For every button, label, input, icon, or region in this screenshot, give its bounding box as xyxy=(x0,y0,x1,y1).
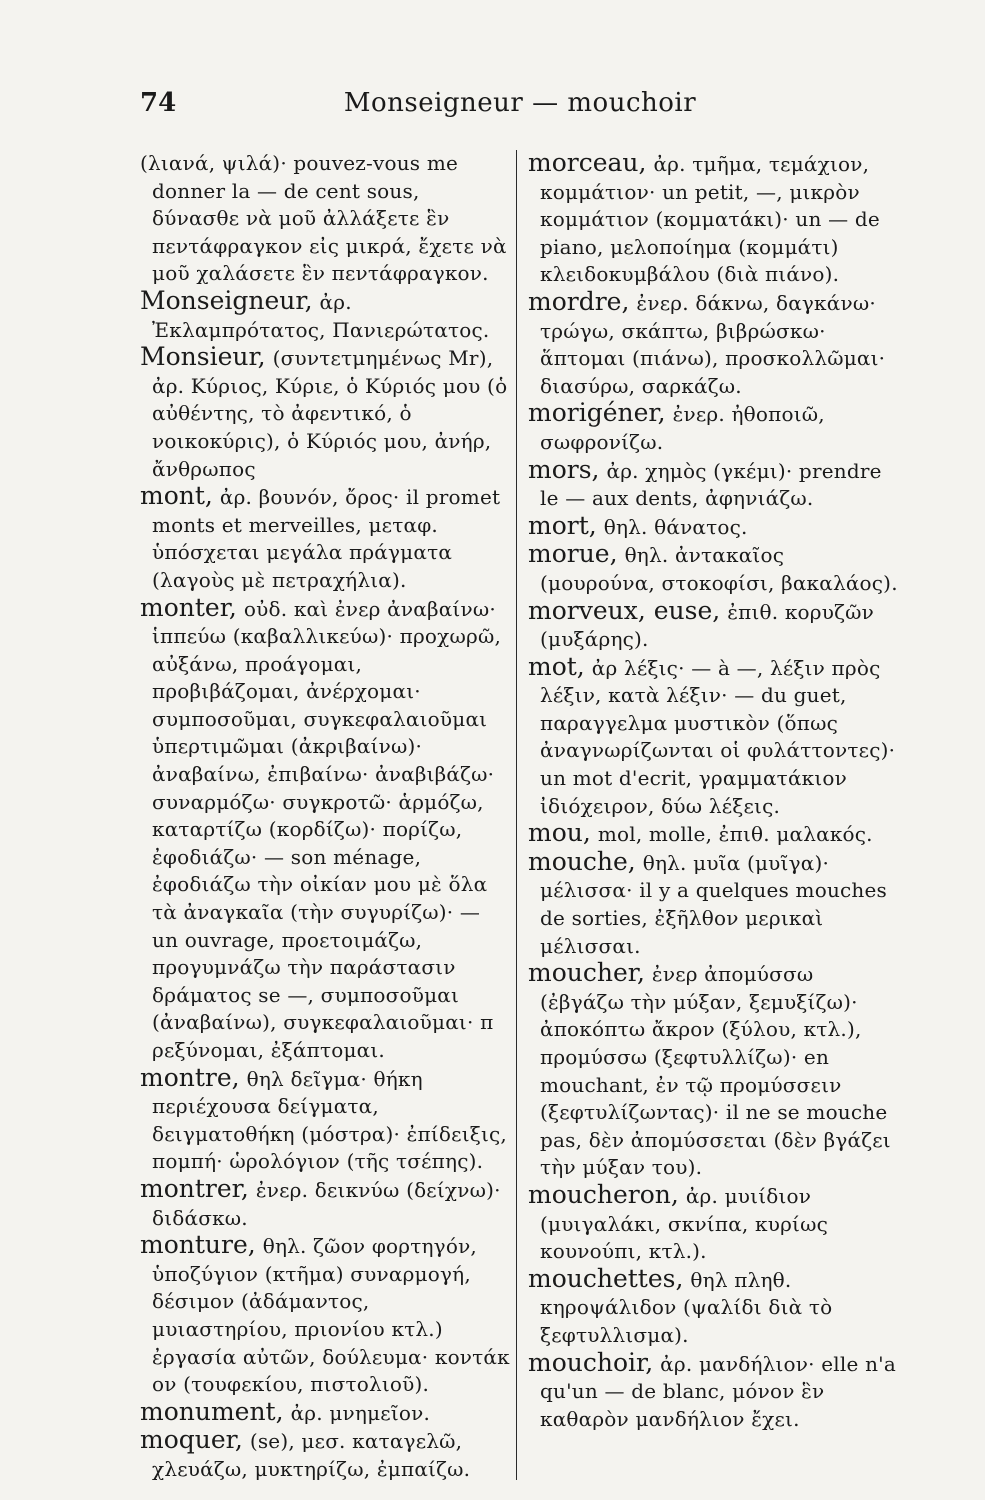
entry-text: (λιανά, ψιλά)· pouvez-vous me donner la — de cent sous, δύνασθε νὰ μοῦ ἀλλάξετε ἓν πεντάφραγκον εἰς μικρά, ἔχετε νὰ μοῦ χαλάσετε ἓν πεντάφραγκον. xyxy=(140,151,507,286)
dictionary-entry xyxy=(528,846,898,960)
dictionary-entry xyxy=(528,651,898,821)
entry-headword: monument, xyxy=(140,1396,284,1426)
entry-text: θηλ. ζῶον φορτηγόν, ὑποζύγιον (κτῆμα) συναρμογή, δέσιμον (ἀδάμαντος, μυιαστηρίου, πριονίου κτλ.) ἐργασία αὐτῶν, δούλευμα· κοντάκ ον (τουφεκίου, πιστολιοῦ). xyxy=(152,1234,510,1397)
entry-headword: monture, xyxy=(140,1230,256,1260)
page-number: 74 xyxy=(140,88,177,118)
entry-headword: mou, xyxy=(528,818,591,848)
dictionary-entry xyxy=(140,150,510,288)
entry-headword: mors, xyxy=(528,454,600,484)
entry-headword: montrer, xyxy=(140,1173,249,1203)
dictionary-entry xyxy=(528,541,898,597)
entry-headword: morveux, euse, xyxy=(528,595,721,625)
entry-text: ἐπιθ. κορυζῶν (μυξάρης). xyxy=(540,599,875,652)
entry-headword: mot, xyxy=(528,651,585,681)
entry-text: θηλ δεῖγμα· θήκη περιέχουσα δείγματα, δειγματοθήκη (μόστρα)· ἐπίδειξις, πομπή· ὡρολόγιον (τῆς τσέπης). xyxy=(152,1066,507,1174)
dictionary-entry xyxy=(528,510,898,542)
entry-headword: montre, xyxy=(140,1062,240,1092)
entry-text: (se), μεσ. καταγελῶ, χλευάζω, μυκτηρίζω, ἐμπαίζω. xyxy=(152,1429,471,1481)
dictionary-entry xyxy=(528,454,898,513)
dictionary-entry xyxy=(528,1347,898,1434)
entry-text: θηλ. θάνατος. xyxy=(603,514,748,539)
entry-text: θηλ. ἀντακαῖος (μουρούνα, στοκοφίσι, βακαλάος). xyxy=(540,543,898,595)
dictionary-entry xyxy=(528,595,898,654)
entry-headword: morigéner, xyxy=(528,398,666,428)
entry-text: ἐνερ. δάκνω, δαγκάνω· τρώγω, σκάπτω, βιβρώσκω· ἅπτομαι (πιάνω), προσκολλῶμαι· διασύρω, σαρκάζω. xyxy=(540,290,886,398)
entry-text: ἀρ. τμῆμα, τεμάχιον, κομμάτιον· un petit, —, μικρὸν κομμάτιον (κομματάκι)· un — de piano, μελοποίημα (κομμάτι) κλειδοκυμβάλου (διὰ πιάνο). xyxy=(540,152,880,287)
entry-text: ἀρ. μανδήλιον· elle n'a qu'un — de blanc, μόνον ἓν καθαρὸν μανδήλιον ἔχει. xyxy=(540,1351,896,1431)
dictionary-entry xyxy=(528,400,898,456)
dictionary-entry xyxy=(140,1396,510,1428)
dictionary-entry xyxy=(140,1173,510,1232)
entry-text: ἐνερ. δεικνύω (δείχνω)· διδάσκω. xyxy=(152,1177,501,1230)
dictionary-entry xyxy=(528,960,898,1182)
dictionary-entry xyxy=(140,483,510,594)
dictionary-entry xyxy=(140,1232,510,1399)
entry-text: θηλ. μυῖα (μυῖγα)· μέλισσα· il y a quelques mouches de sorties, ἐξῆλθον μερικαὶ μέλισσαι. xyxy=(540,850,888,958)
dictionary-entry xyxy=(140,344,510,483)
entry-text: οὐδ. καὶ ἐνερ ἀναβαίνω· ἱππεύω (καβαλλικεύω)· προχωρῶ, αὐξάνω, προάγομαι, προβιβάζομαι, ἀνέρχομαι· συμποσοῦμαι, συγκεφαλαιοῦμαι ὑπερτιμῶμαι (ἀκριβαίνω)· ἀναβαίνω, ἐπιβαίνω· ἀναβιβάζω· συναρμόζω· συγκροτῶ· ἁρμόζω, καταρτίζω (κορδίζω)· πορίζω, ἐφοδιάζω· — son ménage, ἐφοδιάζω τὴν οἰκίαν μου μὲ ὅλα τὰ ἀναγκαῖα (τὴν συγυρίζω)· — un ouvrage, προετοιμάζω, προγυμνάζω τὴν παράστασιν δράματος se —, συμποσοῦμαι (ἀναβαίνω), συγκεφαλαιοῦμαι· π ρεξύνομαι, ἐξάπτομαι. xyxy=(152,596,502,1062)
dictionary-entry xyxy=(140,1062,510,1176)
entry-text: ἀρ. μνημεῖον. xyxy=(290,1400,431,1425)
left-column xyxy=(140,150,510,1484)
dictionary-entry xyxy=(528,820,898,849)
entry-headword: mont, xyxy=(140,481,213,511)
entry-text: θηλ πληθ. κηροψάλιδον (ψαλίδι διὰ τὸ ξεφτυλλισμα). xyxy=(540,1267,833,1347)
right-column xyxy=(528,150,898,1433)
entry-text: ἐνερ ἀπομύσσω (ἐβγάζω τὴν μύξαν, ξεμυξίζω)· ἀποκόπτω ἄκρον (ξύλου, κτλ.), προμύσσω (ξεφτυλλίζω)· en mouchant, ἐν τῷ προμύσσειν (ξεφτυλίζωντας)· il ne se mouche pas, δὲν ἀπομύσσεται (δὲν βγάζει τὴν μύξαν του). xyxy=(540,962,891,1180)
entry-headword: mouchettes, xyxy=(528,1263,684,1293)
entry-headword: mouchoir, xyxy=(528,1347,654,1377)
entry-text: ἀρ. Ἐκλαμπρότατος, Πανιερώτατος. xyxy=(152,289,490,342)
entry-headword: monter, xyxy=(140,592,237,622)
dictionary-entry xyxy=(140,285,510,344)
dictionary-entry xyxy=(140,592,510,1065)
entry-headword: Monsieur, xyxy=(140,342,266,372)
entry-headword: mouche, xyxy=(528,846,636,876)
running-head: Monseigneur — mouchoir xyxy=(343,88,697,118)
dictionary-entry xyxy=(528,1263,898,1350)
dictionary-entry xyxy=(528,150,898,289)
dictionary-entry xyxy=(140,1427,510,1483)
column-divider xyxy=(516,150,517,1480)
entry-text: ἀρ. μυιίδιον (μυιγαλάκι, σκνίπα, κυρίως κουνούπι, κτλ.). xyxy=(540,1183,828,1264)
entry-text: ἀρ. χημὸς (γκέμι)· prendre le — aux dents, ἀφηνιάζω. xyxy=(540,458,882,511)
entry-headword: Monseigneur, xyxy=(140,285,313,315)
entry-text: ἐνερ. ἠθοποιῶ, σωφρονίζω. xyxy=(540,402,825,454)
entry-text: ἀρ. βουνόν, ὄρος· il promet monts et merveilles, μεταφ. ὑπόσχεται μεγάλα πράγματα (λαγοὺς μὲ πετραχήλια). xyxy=(152,485,501,592)
entry-headword: moucher, xyxy=(528,958,645,988)
entry-text: mol, molle, ἐπιθ. μαλακός. xyxy=(597,822,873,847)
entry-headword: morceau, xyxy=(528,148,647,177)
entry-headword: moucheron, xyxy=(528,1179,679,1209)
entry-text: (συντετμημένως Mr), ἀρ. Κύριος, Κύριε, ὁ Κύριός μου (ὁ αὐθέντης, τὸ ἀφεντικό, ὁ νοικοκύρις), ὁ Κύριός μου, ἀνήρ, ἄνθρωπος xyxy=(152,346,508,481)
dictionary-entry xyxy=(528,1179,898,1266)
entry-headword: mordre, xyxy=(528,286,630,316)
entry-text: ἀρ λέξις· — à —, λέξιν πρὸς λέξιν, κατὰ λέξιν· — du guet, παραγγελμα μυστικὸν (ὅπως ἀναγνωρίζωνται οἱ φυλάττοντες)· un mot d'ecrit, γραμματάκιον ἰδιόχειρον, δύω λέξεις. xyxy=(540,655,896,818)
entry-headword: mort, xyxy=(528,510,597,540)
page-header xyxy=(140,88,900,128)
entry-headword: morue, xyxy=(528,539,618,569)
dictionary-entry xyxy=(528,286,898,400)
entry-headword: moquer, xyxy=(140,1425,243,1455)
